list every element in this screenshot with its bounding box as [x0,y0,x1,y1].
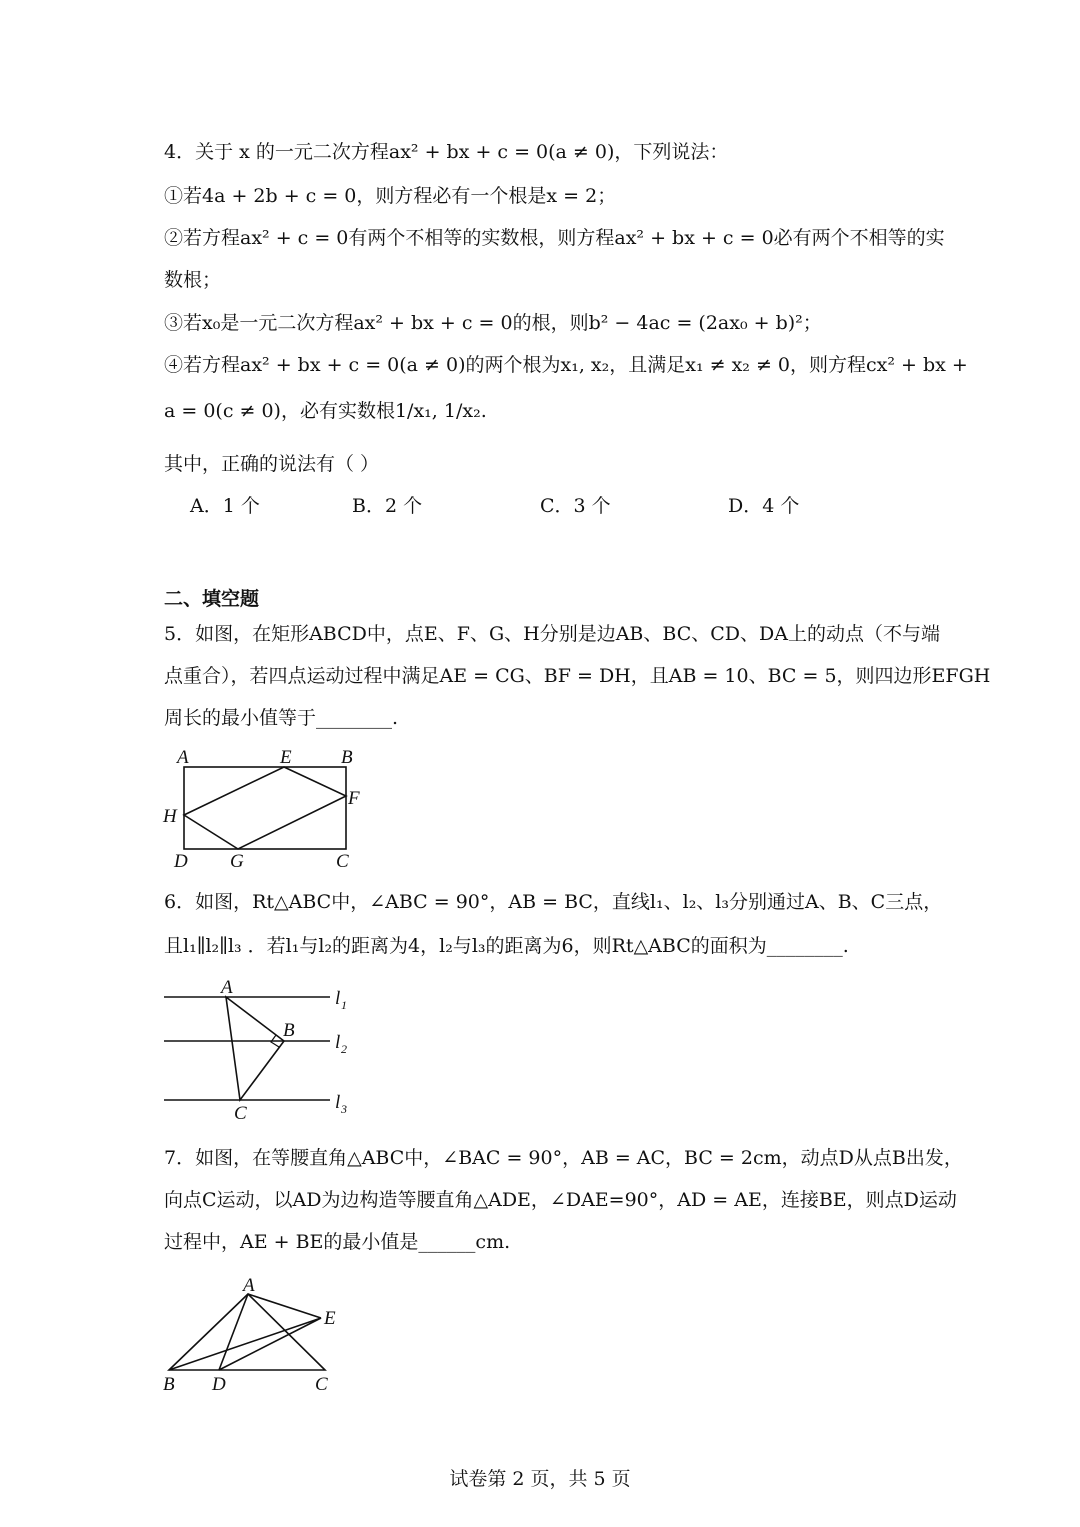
triangle-abc [226,997,284,1100]
segment-ae [248,1294,321,1318]
label-d: D [174,851,188,872]
q6-line1: 6．如图，Rt△ABC中，∠ABC = 90°，AB = BC，直线l₁、l₂、l₃分别通过A、B、C三点， [164,891,943,913]
label-l3: l [335,1092,341,1113]
q4-statement-3: ③若x₀是一元二次方程ax² + bx + c = 0的根，则b² − 4ac = (2ax₀ + b)²； [164,312,822,334]
label-c: C [234,1103,247,1124]
q7-line2: 向点C运动，以AD为边构造等腰直角△ADE，∠DAE=90°，AD = AE，连接BE，则点D运动 [164,1189,957,1211]
q4-option-c: C．3 个 [540,495,611,517]
triangle-abc [169,1294,325,1370]
label-l2-sub: 2 [341,1042,347,1056]
label-f: F [348,788,360,809]
q6-line2: 且l₁∥l₂∥l₃ ．若l₁与l₂的距离为4，l₂与l₃的距离为6，则Rt△ABC的面积为________. [164,935,849,957]
q5-line2: 点重合），若四点运动过程中满足AE = CG、BF = DH，且AB = 10、BC = 5，则四边形EFGH [164,665,991,687]
label-l1: l [335,988,341,1009]
label-a: A [221,977,233,998]
q4-statement-2-line1: ②若方程ax² + c = 0有两个不相等的实数根，则方程ax² + bx + c = 0必有两个不相等的实 [164,227,945,249]
label-e: E [280,747,292,768]
quadrilateral-efgh [184,767,346,849]
q4-question: 其中，正确的说法有（ ） [164,453,380,475]
q4-statement-4-line1: ④若方程ax² + bx + c = 0(a ≠ 0)的两个根为x₁, x₂，且满足x₁ ≠ x₂ ≠ 0，则方程cx² + bx + [164,354,968,376]
q4-option-d: D．4 个 [728,495,800,517]
q5-line3: 周长的最小值等于________. [164,707,399,729]
section-title: 二、填空题 [164,588,260,610]
segment-de [219,1318,321,1370]
q7-triangle-figure [160,1274,360,1394]
q7-line1: 7．如图，在等腰直角△ABC中，∠BAC = 90°，AB = AC，BC = 2cm，动点D从点B出发， [164,1147,963,1169]
label-c: C [315,1374,328,1395]
label-h: H [163,806,177,827]
q4-statement-1: ①若4a + 2b + c = 0，则方程必有一个根是x = 2； [164,185,617,207]
label-c: C [336,851,349,872]
label-d: D [212,1374,226,1395]
q4-statement-2-line2: 数根； [164,269,222,291]
label-b: B [163,1374,175,1395]
label-l3-sub: 3 [341,1102,347,1116]
q4-option-b: B．2 个 [352,495,423,517]
q5-rectangle-figure [160,740,380,875]
q6-parallel-lines-figure [160,978,360,1123]
label-e: E [324,1308,336,1329]
label-l2: l [335,1032,341,1053]
q5-line1: 5．如图，在矩形ABCD中，点E、F、G、H分别是边AB、BC、CD、DA上的动点（不与端 [164,623,940,645]
q4-statement-4-line2: a = 0(c ≠ 0)，必有实数根1/x₁, 1/x₂. [164,400,487,422]
label-a: A [243,1275,255,1296]
q7-line3: 过程中，AE + BE的最小值是______cm. [164,1231,511,1253]
label-l1-sub: 1 [341,998,347,1012]
q4-option-a: A．1 个 [190,495,260,517]
page-footer: 试卷第 2 页，共 5 页 [449,1468,631,1490]
q4-stem: 4．关于 x 的一元二次方程ax² + bx + c = 0(a ≠ 0)，下列说法： [164,141,729,163]
label-b: B [283,1020,295,1041]
label-g: G [230,851,244,872]
label-a: A [177,747,189,768]
label-b: B [341,747,353,768]
segment-ad [219,1294,248,1370]
